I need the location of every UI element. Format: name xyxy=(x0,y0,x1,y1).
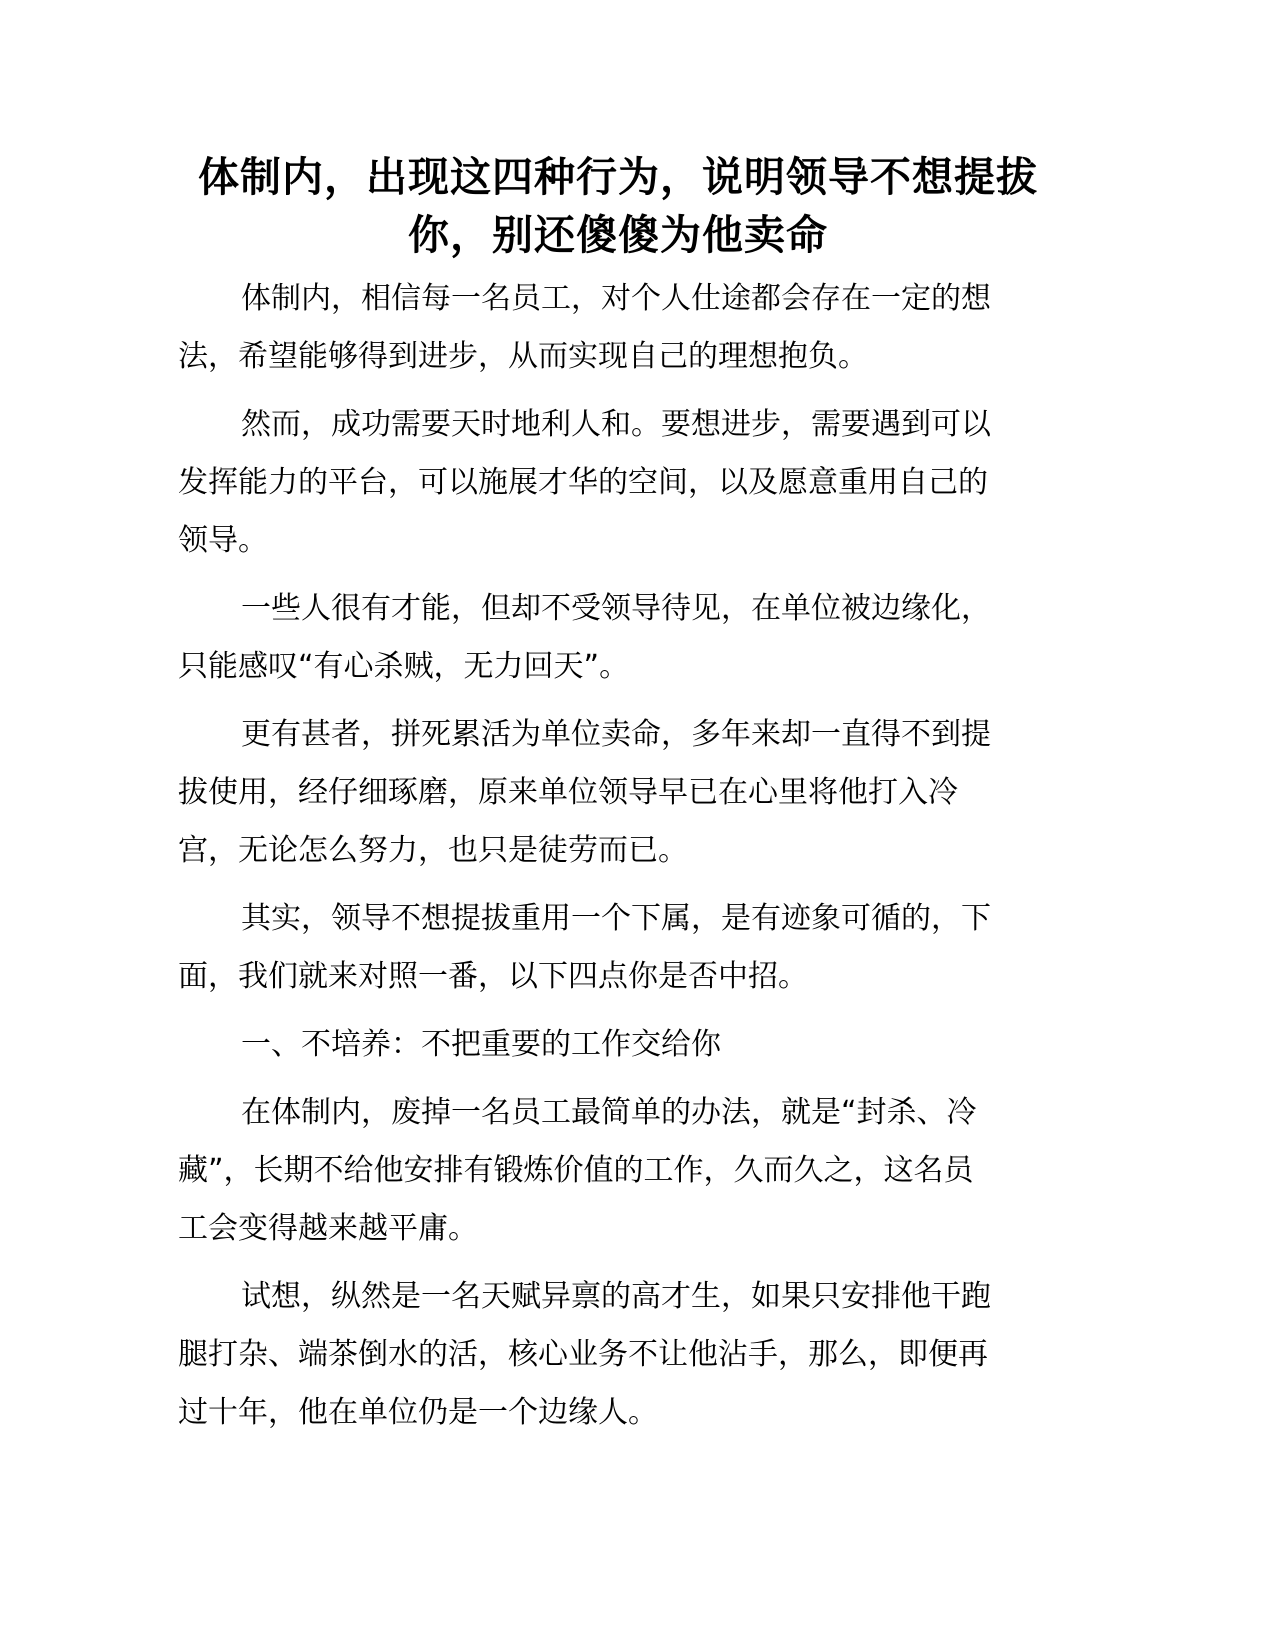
paragraph-line: 藏”，长期不给他安排有锻炼价值的工作，久而久之，这名员 xyxy=(178,1153,974,1188)
paragraph-line: 体制内，相信每一名员工，对个人仕途都会存在一定的想 xyxy=(241,281,991,316)
paragraph-line: 工会变得越来越平庸。 xyxy=(178,1211,478,1246)
paragraph-line: 过十年，他在单位仍是一个边缘人。 xyxy=(178,1395,658,1430)
paragraph-line: 其实，领导不想提拔重用一个下属，是有迹象可循的，下 xyxy=(241,901,991,936)
section-heading xyxy=(178,1016,1038,1074)
paragraph xyxy=(178,580,1038,696)
paragraph xyxy=(178,1268,1038,1442)
paragraph-line: 法，希望能够得到进步，从而实现自己的理想抱负。 xyxy=(178,339,868,374)
paragraph-line: 腿打杂、端茶倒水的活，核心业务不让他沾手，那么，即便再 xyxy=(178,1337,988,1372)
paragraph-line: 更有甚者，拼死累活为单位卖命，多年来却一直得不到提 xyxy=(241,717,991,752)
paragraph-line: 只能感叹“有心杀贼，无力回天”。 xyxy=(178,649,630,684)
paragraph-line: 试想，纵然是一名天赋异禀的高才生，如果只安排他干跑 xyxy=(241,1279,991,1314)
paragraph xyxy=(178,890,1038,1006)
document-body xyxy=(178,270,1038,1452)
paragraph-line: 拔使用，经仔细琢磨，原来单位领导早已在心里将他打入冷 xyxy=(178,775,958,810)
section-heading-line: 一、不培养：不把重要的工作交给你 xyxy=(241,1027,721,1062)
paragraph-line: 面，我们就来对照一番，以下四点你是否中招。 xyxy=(178,959,808,994)
paragraph-line: 然而，成功需要天时地利人和。要想进步，需要遇到可以 xyxy=(241,407,991,442)
page-title xyxy=(178,148,1058,264)
paragraph-line: 在体制内，废掉一名员工最简单的办法，就是“封杀、冷 xyxy=(241,1095,977,1130)
title-line: 你，别还傻傻为他卖命 xyxy=(408,211,828,259)
paragraph xyxy=(178,1084,1038,1258)
paragraph xyxy=(178,706,1038,880)
paragraph xyxy=(178,396,1038,570)
paragraph-line: 发挥能力的平台，可以施展才华的空间，以及愿意重用自己的 xyxy=(178,465,988,500)
title-line: 体制内，出现这四种行为，说明领导不想提拔 xyxy=(198,153,1038,201)
paragraph-line: 一些人很有才能，但却不受领导待见，在单位被边缘化， xyxy=(241,591,991,626)
paragraph-line: 宫，无论怎么努力，也只是徒劳而已。 xyxy=(178,833,688,868)
paragraph-line: 领导。 xyxy=(178,523,268,558)
paragraph xyxy=(178,270,1038,386)
